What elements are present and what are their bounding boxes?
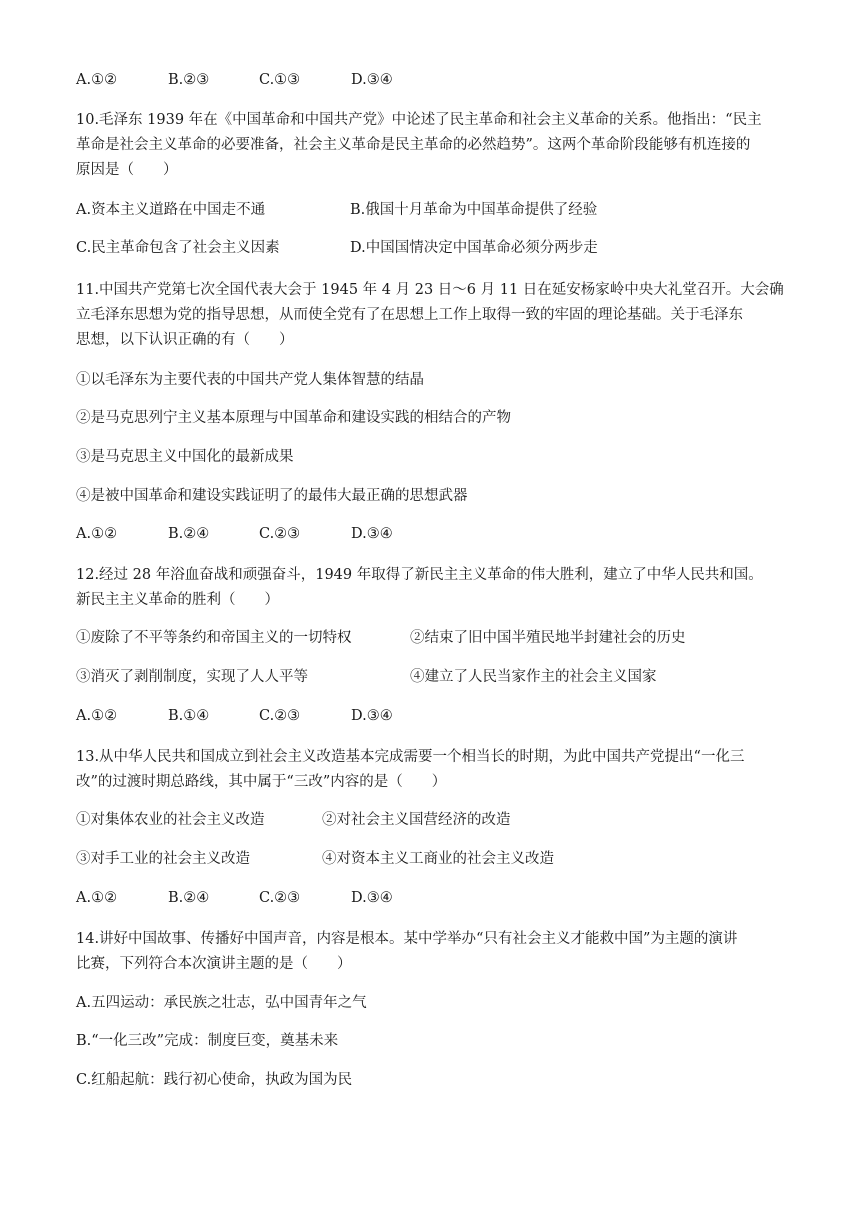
- q9-option-b: B.②③: [168, 72, 210, 88]
- q12-item-4: ④建立了人民当家作主的社会主义国家: [410, 669, 657, 685]
- q13-stem-line-2: 改”的过渡时期总路线，其中属于“三改”内容的是（ ）: [76, 774, 447, 790]
- q11-option-a: A.①②: [76, 526, 118, 542]
- q11-stem-line-1: 11.中国共产党第七次全国代表大会于 1945 年 4 月 23 日～6 月 11 日在延安杨家岭中央大礼堂召开。大会确: [76, 282, 784, 298]
- q13-item-2: ②对社会主义国营经济的改造: [322, 812, 511, 828]
- q12-item-2: ②结束了旧中国半殖民地半封建社会的历史: [410, 630, 686, 646]
- q12-stem-line-1: 12.经过 28 年浴血奋战和顽强奋斗，1949 年取得了新民主主义革命的伟大胜利，建立了中华人民共和国。: [76, 567, 763, 583]
- q11-stem-line-2: 立毛泽东思想为党的指导思想，从而使全党有了在思想上工作上取得一致的牢固的理论基础。关于毛泽东: [76, 307, 743, 323]
- q9-option-c: C.①③: [259, 72, 301, 88]
- q11-option-b: B.②④: [168, 526, 210, 542]
- q11-option-c: C.②③: [259, 526, 301, 542]
- q11-stem-line-3: 思想，以下认识正确的有（ ）: [76, 332, 294, 348]
- q12-option-b: B.①④: [168, 708, 210, 724]
- q13-item-1: ①对集体农业的社会主义改造: [76, 812, 265, 828]
- q11-item-3: ③是马克思主义中国化的最新成果: [76, 449, 294, 465]
- q11-item-2: ②是马克思列宁主义基本原理与中国革命和建设实践的相结合的产物: [76, 410, 511, 426]
- q14-stem-line-1: 14.讲好中国故事、传播好中国声音，内容是根本。某中学举办“只有社会主义才能救中国”为主题的演讲: [76, 931, 738, 947]
- q14-stem-line-2: 比赛，下列符合本次演讲主题的是（ ）: [76, 956, 352, 972]
- q13-option-a: A.①②: [76, 890, 118, 906]
- q13-item-3: ③对手工业的社会主义改造: [76, 851, 250, 867]
- q9-option-a: A.①②: [76, 72, 118, 88]
- q10-stem-line-2: 革命是社会主义革命的必要准备，社会主义革命是民主革命的必然趋势”。这两个革命阶段能够有机连接的: [76, 137, 751, 153]
- q13-option-b: B.②④: [168, 890, 210, 906]
- q13-item-4: ④对资本主义工商业的社会主义改造: [322, 851, 554, 867]
- q10-stem-line-3: 原因是（ ）: [76, 162, 178, 178]
- q10-option-c: C.民主革命包含了社会主义因素: [76, 240, 280, 256]
- q13-option-c: C.②③: [259, 890, 301, 906]
- q13-option-d: D.③④: [351, 890, 393, 906]
- q10-option-b: B.俄国十月革命为中国革命提供了经验: [350, 202, 598, 218]
- q14-option-a: A.五四运动：承民族之壮志，弘中国青年之气: [76, 995, 367, 1011]
- q11-option-d: D.③④: [351, 526, 393, 542]
- q11-item-4: ④是被中国革命和建设实践证明了的最伟大最正确的思想武器: [76, 488, 468, 504]
- q12-stem-line-2: 新民主主义革命的胜利（ ）: [76, 592, 279, 608]
- q12-option-d: D.③④: [351, 708, 393, 724]
- q12-option-a: A.①②: [76, 708, 118, 724]
- q14-option-c: C.红船起航：践行初心使命，执政为国为民: [76, 1072, 353, 1088]
- q12-item-1: ①废除了不平等条约和帝国主义的一切特权: [76, 630, 352, 646]
- q11-item-1: ①以毛泽东为主要代表的中国共产党人集体智慧的结晶: [76, 372, 424, 388]
- q9-option-d: D.③④: [351, 72, 393, 88]
- q12-item-3: ③消灭了剥削制度，实现了人人平等: [76, 669, 308, 685]
- q12-option-c: C.②③: [259, 708, 301, 724]
- q14-option-b: B.“一化三改”完成：制度巨变，奠基未来: [76, 1033, 339, 1049]
- q10-option-d: D.中国国情决定中国革命必须分两步走: [350, 240, 598, 256]
- q10-option-a: A.资本主义道路在中国走不通: [76, 202, 266, 218]
- q10-stem-line-1: 10.毛泽东 1939 年在《中国革命和中国共产党》中论述了民主革命和社会主义革命的关系。他指出：“民主: [76, 112, 762, 128]
- q13-stem-line-1: 13.从中华人民共和国成立到社会主义改造基本完成需要一个相当长的时期，为此中国共产党提出“一化三: [76, 749, 745, 765]
